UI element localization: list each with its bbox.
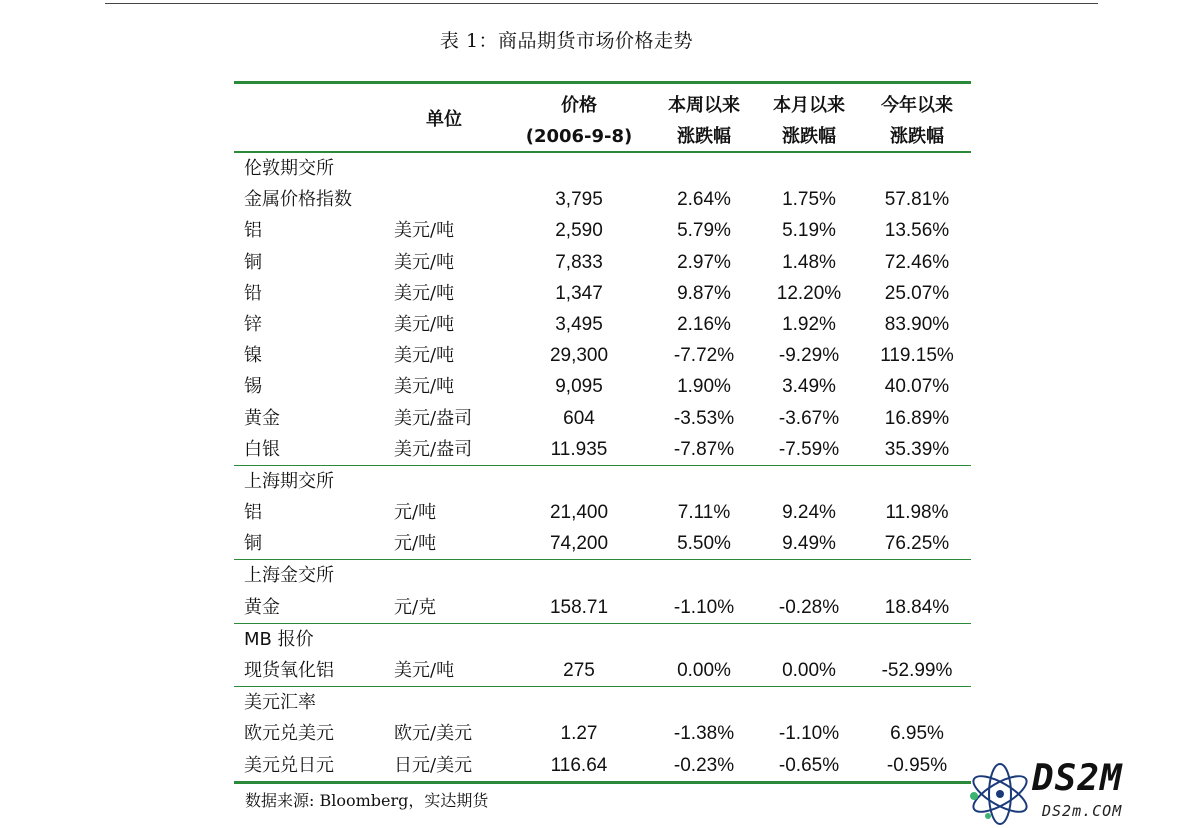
value-week: -1.38% [673, 723, 735, 745]
section-title: MB 报价 [244, 628, 314, 650]
value-week: 2.64% [677, 189, 731, 211]
header-price-line2: (2006-9-8) [525, 126, 633, 147]
watermark-text: DS2M [1032, 758, 1123, 799]
table-row [234, 718, 971, 749]
value-price: 604 [563, 407, 595, 429]
value-week: 7.11% [677, 502, 731, 524]
value-price: 3,795 [555, 189, 603, 211]
header-week [644, 90, 764, 152]
value-year: 57.81% [884, 189, 950, 211]
value-month: -9.29% [778, 345, 840, 367]
value-week: -1.10% [673, 596, 735, 618]
table-row [234, 434, 971, 465]
value-month: -3.67% [778, 407, 840, 429]
watermark-subtext: DS2m.COM [1042, 802, 1123, 820]
commodity-unit: 美元/吨 [394, 220, 455, 242]
value-year: 76.25% [884, 533, 950, 555]
header-month-line2: 涨跌幅 [782, 126, 836, 147]
section-title: 美元汇率 [244, 692, 316, 714]
value-year: 40.07% [884, 376, 950, 398]
value-week: 2.16% [677, 313, 731, 335]
commodity-name: 铅 [244, 282, 262, 304]
value-month: 0.00% [782, 660, 836, 681]
value-price: 3,495 [555, 313, 603, 335]
commodity-unit: 美元/吨 [394, 313, 455, 335]
value-price: 2,590 [555, 220, 603, 242]
value-month: 1.92% [782, 313, 836, 335]
value-year: -52.99% [881, 660, 953, 681]
value-year: -0.95% [886, 754, 948, 776]
header-week-line2: 涨跌幅 [677, 126, 731, 147]
table-row [234, 184, 971, 215]
value-year: 11.98% [885, 502, 949, 524]
table-header [234, 84, 971, 151]
section-title: 伦敦期交所 [244, 158, 334, 179]
commodity-unit: 美元/吨 [394, 251, 455, 273]
value-price: 74,200 [549, 533, 609, 555]
table-row [234, 278, 971, 309]
table-bottom-rule [234, 781, 971, 784]
commodity-name: 欧元兑美元 [244, 723, 334, 745]
section-title: 上海期交所 [244, 470, 334, 492]
commodity-name: 现货氧化铝 [244, 660, 334, 681]
value-week: -7.72% [673, 345, 735, 367]
value-month: -0.28% [778, 596, 840, 618]
value-month: 5.19% [782, 220, 836, 242]
table-row [234, 592, 971, 623]
section-header-row [234, 624, 971, 655]
commodity-name: 黄金 [244, 596, 280, 618]
header-month-line1: 本月以来 [773, 95, 845, 116]
value-month: -0.65% [778, 754, 840, 776]
table-caption: 表 1：商品期货市场价格走势 [439, 30, 694, 52]
value-price: 11.935 [550, 438, 608, 460]
table-row [234, 215, 971, 246]
value-price: 9,095 [555, 376, 603, 398]
watermark-logo [966, 758, 1181, 828]
header-price-line1: 价格 [561, 95, 597, 116]
value-month: -7.59% [778, 438, 840, 460]
commodity-name: 铜 [244, 533, 262, 555]
commodity-name: 美元兑日元 [244, 754, 334, 776]
value-month: -1.10% [778, 723, 840, 745]
atom-logo-icon [966, 758, 1036, 828]
value-week: 5.50% [677, 533, 731, 555]
value-year: 16.89% [884, 407, 950, 429]
section-header-row [234, 560, 971, 591]
table-row [234, 309, 971, 340]
table-body [234, 153, 971, 784]
section-header-row [234, 466, 971, 497]
value-price: 158.71 [549, 596, 609, 618]
value-year: 35.39% [884, 438, 950, 460]
table-row [234, 497, 971, 528]
value-year: 72.46% [884, 251, 950, 273]
value-price: 1.27 [560, 723, 598, 745]
commodity-unit: 欧元/美元 [394, 723, 473, 745]
value-week: -0.23% [673, 754, 735, 776]
header-price [519, 90, 639, 152]
value-price: 275 [563, 660, 595, 681]
table-row [234, 247, 971, 278]
value-month: 3.49% [782, 376, 836, 398]
table-row [234, 340, 971, 371]
value-week: 1.90% [677, 376, 731, 398]
value-price: 21,400 [549, 502, 609, 524]
value-month: 1.75% [782, 189, 836, 211]
value-year: 13.56% [884, 220, 950, 242]
section-header-row [234, 687, 971, 718]
value-year: 18.84% [884, 596, 950, 618]
commodity-unit: 美元/吨 [394, 660, 455, 681]
commodity-name: 铝 [244, 502, 262, 524]
value-price: 116.64 [550, 754, 608, 776]
value-price: 7,833 [555, 251, 603, 273]
value-month: 1.48% [782, 251, 836, 273]
header-year [857, 90, 977, 152]
commodity-name: 金属价格指数 [244, 189, 352, 211]
page-top-rule [105, 3, 1098, 4]
commodity-unit: 美元/吨 [394, 376, 455, 398]
commodity-unit: 元/吨 [394, 533, 437, 555]
value-month: 9.24% [782, 502, 836, 524]
value-week: 9.87% [677, 282, 731, 304]
value-year: 119.15% [880, 345, 954, 367]
table-row [234, 750, 971, 781]
header-month [749, 90, 869, 152]
commodity-name: 锌 [244, 313, 262, 335]
commodity-table [234, 81, 971, 784]
value-price: 1,347 [555, 282, 603, 304]
commodity-unit: 美元/吨 [394, 282, 455, 304]
value-week: -3.53% [673, 407, 735, 429]
commodity-name: 锡 [244, 376, 262, 398]
commodity-name: 铜 [244, 251, 262, 273]
table-row [234, 528, 971, 559]
value-week: 0.00% [677, 660, 731, 681]
commodity-unit: 元/克 [394, 596, 437, 618]
value-week: 5.79% [677, 220, 731, 242]
commodity-name: 白银 [244, 438, 280, 460]
header-year-line2: 涨跌幅 [890, 126, 944, 147]
commodity-unit: 美元/盎司 [394, 407, 473, 429]
header-week-line1: 本周以来 [668, 95, 740, 116]
value-week: -7.87% [673, 438, 735, 460]
value-week: 2.97% [677, 251, 731, 273]
value-price: 29,300 [549, 345, 609, 367]
header-unit: 单位 [426, 109, 462, 130]
commodity-unit: 美元/盎司 [394, 438, 473, 460]
commodity-name: 铝 [244, 220, 262, 242]
commodity-name: 黄金 [244, 407, 280, 429]
table-row [234, 371, 971, 402]
value-year: 25.07% [884, 282, 950, 304]
value-month: 12.20% [776, 282, 842, 304]
section-header-row [234, 153, 971, 184]
header-year-line1: 今年以来 [881, 95, 953, 116]
value-year: 6.95% [890, 723, 944, 745]
table-row [234, 655, 971, 686]
value-year: 83.90% [884, 313, 950, 335]
commodity-unit: 元/吨 [394, 502, 437, 524]
commodity-unit: 美元/吨 [394, 345, 455, 367]
value-month: 9.49% [782, 533, 836, 555]
section-title: 上海金交所 [244, 565, 334, 587]
table-row [234, 403, 971, 434]
commodity-name: 镍 [244, 345, 262, 367]
commodity-unit: 日元/美元 [394, 754, 473, 776]
data-source-note: 数据来源: Bloomberg，实达期货 [245, 791, 489, 810]
